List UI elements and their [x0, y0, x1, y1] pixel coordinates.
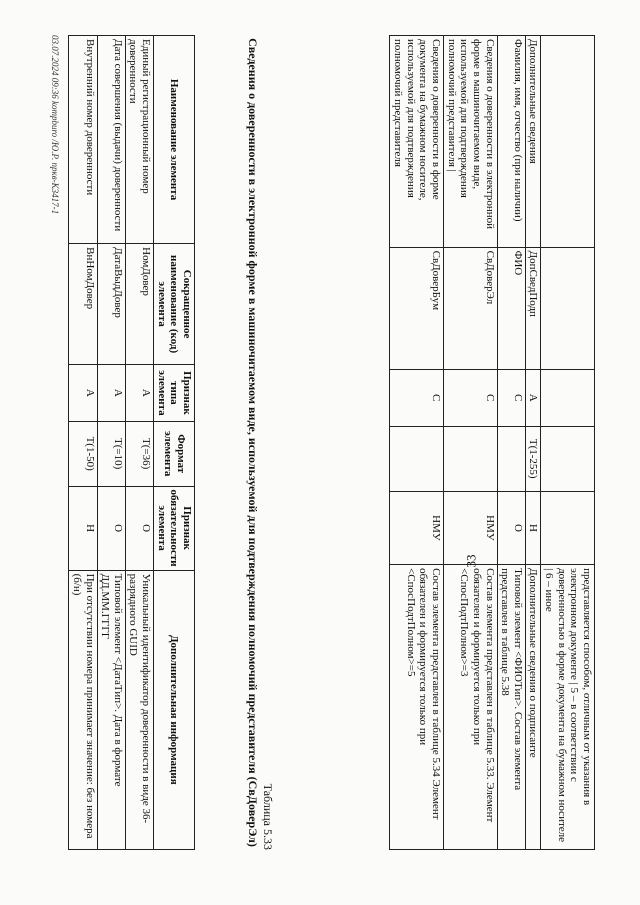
table-cell-format: Т(1-50)	[69, 421, 97, 486]
table-cell-code: НомДовер	[125, 244, 153, 365]
table-cell-name: Сведения о доверенности в форме документа на бумажном носителе, используемой для подтверждения полномочий представителя	[390, 36, 444, 248]
table-cell-req: Н	[69, 486, 97, 570]
table-5-33	[68, 35, 195, 850]
table-caption: Таблица 5.33	[261, 783, 275, 850]
table-cell-code: ФИО	[497, 247, 525, 369]
table-row	[390, 36, 444, 850]
table-cell-format	[497, 426, 525, 491]
table-row	[97, 36, 125, 850]
table-5-32-continuation	[389, 35, 595, 850]
table-cell-code: СвДоверБум	[390, 247, 444, 369]
table-row	[525, 36, 541, 850]
table-cell-code: ДатаВыдДовер	[97, 244, 125, 365]
table-cell-req: НМУ	[390, 491, 444, 564]
table-cell-format: Т(1-255)	[525, 426, 541, 491]
table-row	[497, 36, 525, 850]
table-cell-code: СвДоверЭл	[443, 247, 497, 369]
table-cell-info: Дополнительные сведения о подписанте	[525, 565, 541, 850]
table-cell-name	[541, 36, 595, 248]
table-cell-name: Сведения о доверенности в электронной форме в машиночитаемом виде, используемой для подтверждения полномочий представителя |	[443, 36, 497, 248]
table-cell-name: Дополнительные сведения	[525, 36, 541, 248]
column-header: Дополнительная информация	[154, 570, 195, 849]
column-header: Признак типа элемента	[154, 364, 195, 421]
table-cell-type: С	[390, 369, 444, 426]
table-cell-type: А	[125, 364, 153, 421]
table-cell-req: О	[497, 491, 525, 564]
table-cell-req: О	[125, 486, 153, 570]
table-cell-name: Дата совершения (выдачи) доверенности	[97, 36, 125, 244]
print-stamp: 03.07.2024 09:36 kompburo /Ю.Р. пркв-К3417-1	[50, 35, 60, 215]
table-cell-name: Внутренний номер доверенности	[69, 36, 97, 244]
table-cell-format	[390, 426, 444, 491]
column-header: Сокращенное наименование (код) элемента	[154, 244, 195, 365]
table-row	[443, 36, 497, 850]
table-cell-format: Т(=10)	[97, 421, 125, 486]
table-cell-name: Фамилия, имя, отчество (при наличии)	[497, 36, 525, 248]
table-cell-info: Состав элемента представлен в таблице 5.34 Элемент обязателен и формируется только при <СпосПодтПолном>=5	[390, 565, 444, 850]
column-header: Формат элемента	[154, 421, 195, 486]
page-number: 33	[463, 554, 479, 568]
table-cell-info: Состав элемента представлен в таблице 5.33. Элемент обязателен и формируется только при <СпосПодтПолном>=3	[443, 565, 497, 850]
table-cell-info: Типовой элемент <ФИОТип>. Состав элемента представлен в таблице 5.38	[497, 565, 525, 850]
table-row	[125, 36, 153, 850]
table-cell-info: Уникальный идентификатор доверенности в виде 36-разрядного GUID	[125, 570, 153, 849]
table-cell-type: А	[525, 369, 541, 426]
table-cell-info: представляется способом, отличным от указания в электронном документе | 5 – в соответствии с доверенностью в форме документа на бумажном носителе | 6 – иное	[541, 565, 595, 850]
table-cell-req: НМУ	[443, 491, 497, 564]
table-cell-info: Типовой элемент <ДатаТип>. Дата в формате ДД.ММ.ГГГГ	[97, 570, 125, 849]
table-row	[69, 36, 97, 850]
rotated-content	[30, 5, 600, 905]
table-title: Сведения о доверенности в электронной форме в машиночитаемом виде, используемой для подтверждения полномочий представителя (СвДоверЭл)	[246, 38, 260, 847]
table-row	[541, 36, 595, 850]
table-cell-format	[443, 426, 497, 491]
table-cell-code: ДопСведПодп	[525, 247, 541, 369]
column-header: Признак обязательности элемента	[154, 486, 195, 570]
table-cell-name: Единый регистрационный номер доверенности	[125, 36, 153, 244]
table-cell-type: А	[69, 364, 97, 421]
table-cell-info: При отсутствии номера принимает значение: без номера (б/н)	[69, 570, 97, 849]
table-cell-format: Т(=36)	[125, 421, 153, 486]
table-cell-type: С	[497, 369, 525, 426]
table-cell-format	[541, 426, 595, 491]
table-cell-code	[541, 247, 595, 369]
table-cell-req: Н	[525, 491, 541, 564]
table-cell-code: ВнНомДовер	[69, 244, 97, 365]
table-cell-req: О	[97, 486, 125, 570]
table-cell-type: А	[97, 364, 125, 421]
table-cell-type: С	[443, 369, 497, 426]
column-header: Наименование элемента	[154, 36, 195, 244]
table-cell-type	[541, 369, 595, 426]
table-cell-req	[541, 491, 595, 564]
